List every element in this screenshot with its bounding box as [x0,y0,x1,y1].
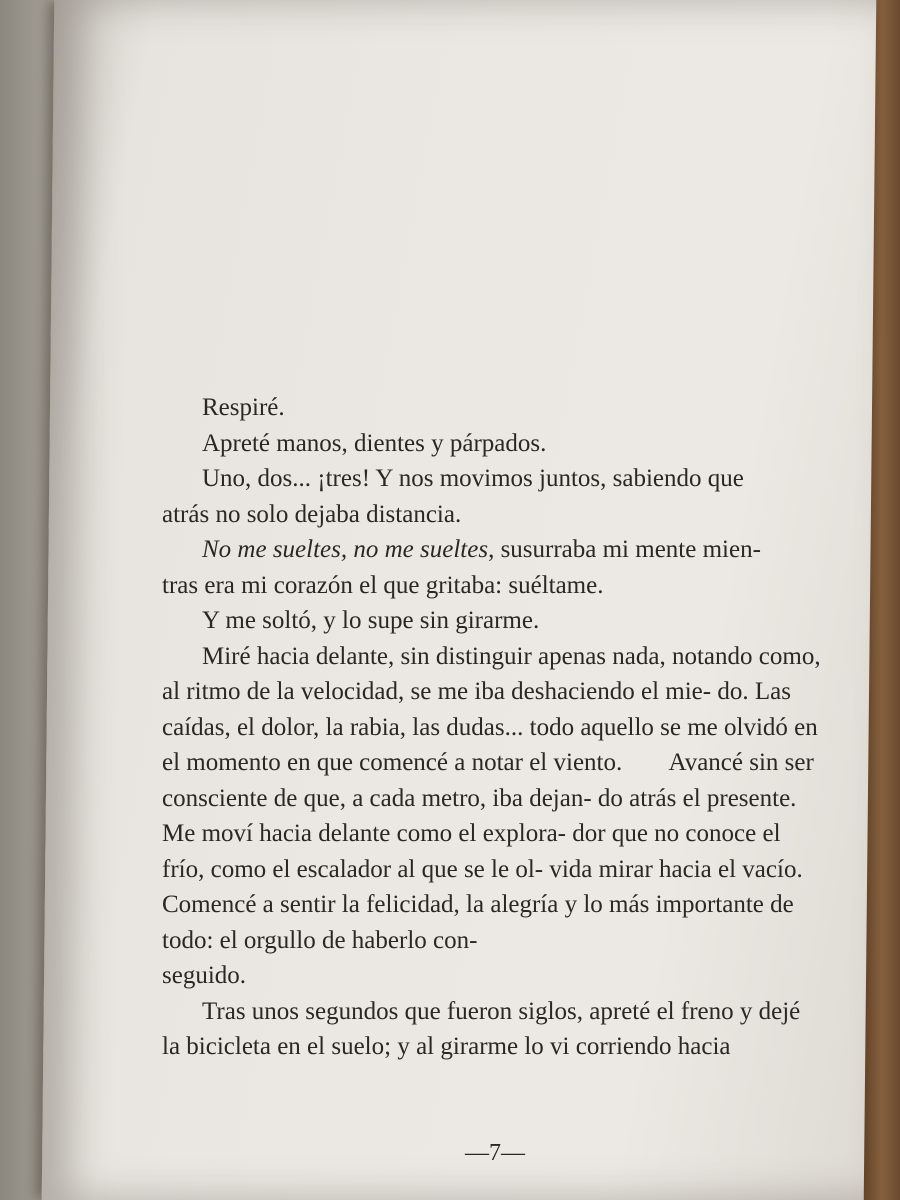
text-line: vida mirar hacia el vacío. Comencé a sentir la felicidad, la [162,855,803,918]
text-line: Avancé sin ser consciente de que, a cada metro, iba dejan- [162,749,814,812]
text-line: Respiré. [202,394,285,421]
text-line: do. Las caídas, el dolor, la rabia, las dudas... todo aquello se [162,678,791,741]
body-text [162,390,822,1065]
text-line: Apreté manos, dientes y párpados. [202,429,547,457]
text-line: Tras unos segundos que fueron siglos, apreté el freno y [202,997,753,1025]
text-line: como, al ritmo de la velocidad, se me iba deshaciendo el mie- [162,642,821,705]
italic-phrase: No me sueltes, no me sueltes [202,536,489,563]
text-line: dejé la bicicleta en el suelo; y al girarme lo vi corriendo hacia [162,997,801,1060]
text-line: No me sueltes, no me sueltes, susurraba mi mente mien- [202,536,761,563]
text-line: do atrás el presente. Me moví hacia delante como el explora- [162,784,797,847]
text-line: dor que no conoce el frío, como el escalador al que se le ol- [162,820,781,883]
text-line: seguido. [162,962,247,989]
text-line: atrás no solo dejaba distancia. [162,500,462,528]
text-line: me olvidó en el momento en que comencé a notar el viento. [162,713,818,776]
text-line: Y me soltó, y lo supe sin girarme. [202,607,540,634]
text-line: Uno, dos... ¡tres! Y nos movimos juntos, sabiendo que [202,465,744,492]
text-line: tras era mi corazón el que gritaba: suéltame. [162,571,604,599]
text-line: Miré hacia delante, sin distinguir apenas nada, notando [202,642,753,670]
text-line: alegría y lo más importante de todo: el orgullo de haberlo con- [162,891,794,954]
text-line-rest: susurraba mi mente mien- [500,536,761,563]
page-number: —7— [465,1140,525,1166]
